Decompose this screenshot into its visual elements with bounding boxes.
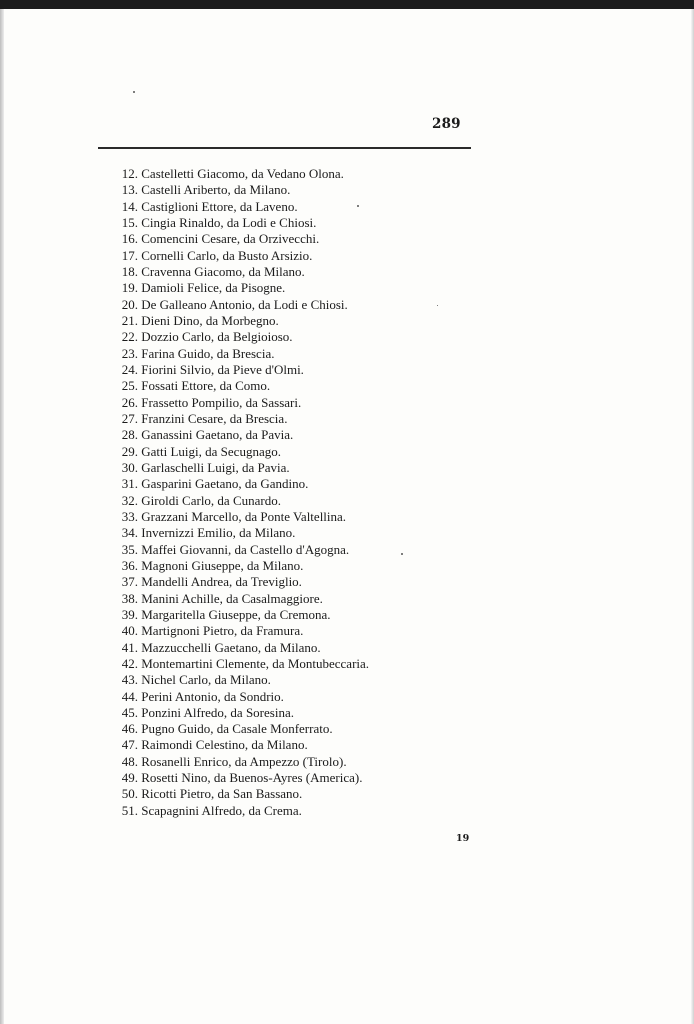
entry-number: 23.: [121, 345, 138, 361]
entry-text: Dozzio Carlo, da Belgioioso.: [141, 329, 293, 345]
list-item: [108, 542, 369, 558]
entry-number: 12.: [121, 166, 138, 181]
list-item: [108, 411, 369, 427]
entry-number: 20.: [121, 296, 138, 312]
signature-mark: 19: [456, 833, 470, 844]
entry-text: Montemartini Clemente, da Montubeccaria.: [141, 655, 370, 671]
ink-speck: [437, 305, 438, 306]
list-item: [108, 264, 369, 280]
entry-text: Ganassini Gaetano, da Pavia.: [141, 427, 294, 443]
list-item: [108, 444, 369, 460]
ink-speck: [401, 553, 403, 555]
list-item: [108, 280, 369, 296]
entry-number: 16.: [121, 231, 138, 247]
entry-number: 41.: [121, 639, 138, 655]
list-item: [108, 182, 369, 198]
list-item: [108, 427, 369, 443]
entry-number: 30.: [121, 459, 138, 475]
entry-number: 37.: [121, 574, 138, 590]
list-item: [108, 705, 369, 721]
entry-number: 51.: [121, 802, 138, 818]
entry-text: Frassetto Pompilio, da Sassari.: [141, 394, 302, 410]
entry-number: 13.: [121, 182, 138, 198]
list-item: [108, 721, 369, 737]
list-item: [108, 346, 369, 362]
entry-text: Grazzani Marcello, da Ponte Valtellina.: [141, 508, 347, 524]
entry-number: 46.: [121, 721, 138, 737]
entry-text: Damioli Felice, da Pisogne.: [141, 280, 286, 296]
list-item: [108, 476, 369, 492]
list-item: [108, 737, 369, 753]
list-item: [108, 395, 369, 411]
list-item: [108, 623, 369, 639]
entry-text: De Galleano Antonio, da Lodi e Chiosi.: [141, 296, 348, 312]
entry-number: 39.: [121, 606, 138, 622]
list-item: [108, 248, 369, 264]
list-item: [108, 640, 369, 656]
entry-number: 17.: [121, 247, 138, 263]
scan-left-edge: [0, 9, 4, 1024]
list-item: [108, 509, 369, 525]
entry-number: 18.: [121, 263, 138, 279]
list-item: [108, 313, 369, 329]
entry-number: 34.: [121, 525, 138, 541]
entry-text: Franzini Cesare, da Brescia.: [141, 410, 288, 426]
entry-text: Castelletti Giacomo, da Vedano Olona.: [141, 166, 344, 181]
entry-text: Giroldi Carlo, da Cunardo.: [141, 492, 281, 508]
list-item: [108, 199, 369, 215]
list-item: [108, 460, 369, 476]
entry-text: Margaritella Giuseppe, da Cremona.: [141, 606, 331, 622]
entry-text: Ricotti Pietro, da San Bassano.: [141, 786, 303, 802]
entry-number: 15.: [121, 214, 138, 230]
entry-text: Maffei Giovanni, da Castello d'Agogna.: [141, 541, 350, 557]
entry-text: Rosanelli Enrico, da Ampezzo (Tirolo).: [141, 753, 347, 769]
entry-text: Ponzini Alfredo, da Soresina.: [141, 704, 294, 720]
entry-number: 21.: [121, 312, 138, 328]
entry-text: Cingia Rinaldo, da Lodi e Chiosi.: [141, 214, 317, 230]
list-item: [108, 493, 369, 509]
entry-text: Cornelli Carlo, da Busto Arsizio.: [141, 247, 313, 263]
entry-number: 28.: [121, 427, 138, 443]
entry-text: Comencini Cesare, da Orzivecchi.: [141, 231, 320, 247]
page-number: 289: [432, 116, 461, 132]
entry-number: 24.: [121, 361, 138, 377]
entry-text: Martignoni Pietro, da Framura.: [141, 623, 304, 639]
entry-text: Pugno Guido, da Casale Monferrato.: [141, 721, 333, 737]
entry-number: 42.: [121, 655, 138, 671]
scan-top-border: [0, 0, 694, 9]
list-item: [108, 558, 369, 574]
entry-number: 48.: [121, 753, 138, 769]
entry-number: 49.: [121, 770, 138, 786]
entry-text: Mazzucchelli Gaetano, da Milano.: [141, 639, 321, 655]
entry-text: Dieni Dino, da Morbegno.: [141, 312, 279, 328]
entry-text: Magnoni Giuseppe, da Milano.: [141, 557, 304, 573]
list-item: [108, 770, 369, 786]
list-item: [108, 231, 369, 247]
entry-number: 40.: [121, 623, 138, 639]
list-item: [108, 672, 369, 688]
entry-number: 44.: [121, 688, 138, 704]
list-item: [108, 215, 369, 231]
list-item: [108, 591, 369, 607]
entry-number: 27.: [121, 410, 138, 426]
entry-text: Raimondi Celestino, da Milano.: [141, 737, 308, 753]
entry-number: 45.: [121, 704, 138, 720]
list-item: [108, 362, 369, 378]
entry-number: 36.: [121, 557, 138, 573]
entry-text: Scapagnini Alfredo, da Crema.: [141, 802, 302, 818]
list-item: [108, 656, 369, 672]
list-item: [108, 803, 369, 819]
entry-text: Cravenna Giacomo, da Milano.: [141, 263, 305, 279]
entry-text: Mandelli Andrea, da Treviglio.: [141, 574, 302, 590]
entry-text: Manini Achille, da Casalmaggiore.: [141, 590, 323, 606]
entry-number: 38.: [121, 590, 138, 606]
entry-text: Perini Antonio, da Sondrio.: [141, 688, 284, 704]
list-item: [108, 166, 369, 182]
entry-text: Invernizzi Emilio, da Milano.: [141, 525, 296, 541]
entry-text: Rosetti Nino, da Buenos-Ayres (America).: [141, 770, 363, 786]
entry-number: 32.: [121, 492, 138, 508]
list-item: [108, 378, 369, 394]
entry-text: Castiglioni Ettore, da Laveno.: [141, 198, 298, 214]
entry-number: 50.: [121, 786, 138, 802]
entry-text: Fiorini Silvio, da Pieve d'Olmi.: [141, 361, 304, 377]
list-item: [108, 574, 369, 590]
entry-text: Gasparini Gaetano, da Gandino.: [141, 476, 309, 492]
header-rule: [98, 147, 471, 149]
entry-number: 31.: [121, 476, 138, 492]
entry-text: Gatti Luigi, da Secugnago.: [141, 443, 281, 459]
entry-number: 19.: [121, 280, 138, 296]
list-item: [108, 329, 369, 345]
ink-speck: [133, 91, 135, 93]
entry-number: 22.: [121, 329, 138, 345]
entry-number: 25.: [121, 378, 138, 394]
entry-number: 33.: [121, 508, 138, 524]
entry-text: Fossati Ettore, da Como.: [141, 378, 271, 394]
entry-text: Garlaschelli Luigi, da Pavia.: [141, 459, 290, 475]
entry-number: 29.: [121, 443, 138, 459]
entry-number: 26.: [121, 394, 138, 410]
entry-text: Farina Guido, da Brescia.: [141, 345, 275, 361]
name-list: [108, 166, 369, 819]
list-item: [108, 297, 369, 313]
entry-text: Nichel Carlo, da Milano.: [141, 672, 271, 688]
list-item: [108, 607, 369, 623]
list-item: [108, 689, 369, 705]
entry-text: Castelli Ariberto, da Milano.: [141, 182, 291, 198]
entry-number: 47.: [121, 737, 138, 753]
list-item: [108, 754, 369, 770]
entry-number: 35.: [121, 541, 138, 557]
list-item: [108, 525, 369, 541]
list-item: [108, 786, 369, 802]
entry-number: 43.: [121, 672, 138, 688]
entry-number: 14.: [121, 198, 138, 214]
